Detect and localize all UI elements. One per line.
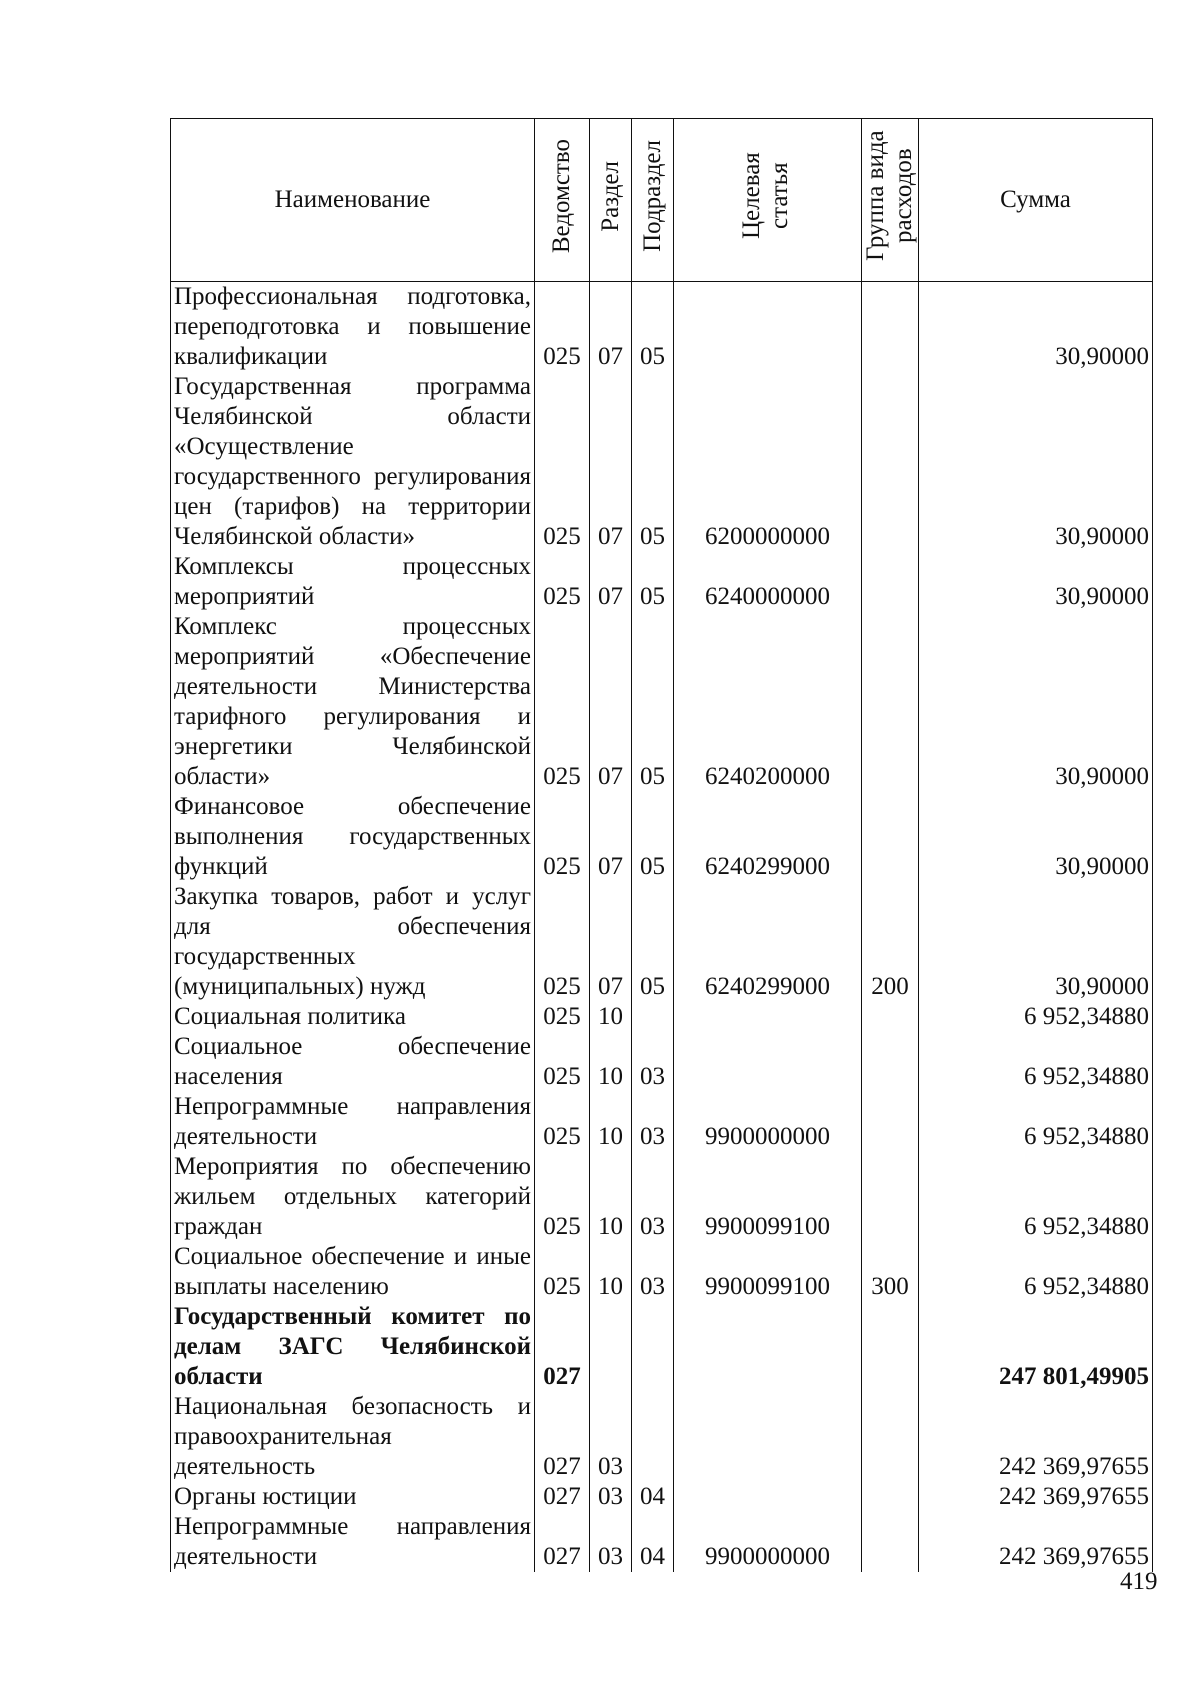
row-razdel: 07	[590, 612, 632, 792]
row-gruppa: 300	[862, 1242, 919, 1302]
row-vedomstvo: 025	[535, 1152, 590, 1242]
row-vedomstvo: 025	[535, 552, 590, 612]
row-razdel: 07	[590, 282, 632, 373]
row-razdel	[590, 1302, 632, 1392]
row-razdel: 10	[590, 1242, 632, 1302]
row-summa: 242 369,97655	[919, 1482, 1153, 1512]
row-celevaya	[674, 1392, 862, 1482]
row-vedomstvo: 025	[535, 1002, 590, 1032]
row-gruppa	[862, 1302, 919, 1392]
table-row	[171, 372, 1153, 552]
row-celevaya	[674, 282, 862, 373]
row-name: Национальная безопасность и правоохранительная деятельность	[171, 1392, 535, 1482]
row-razdel: 07	[590, 372, 632, 552]
table-row	[171, 1152, 1153, 1242]
row-name: Государственная программа Челябинской области «Осуществление государственного регулирования цен (тарифов) на территории Челябинской области»	[171, 372, 535, 552]
row-celevaya	[674, 1002, 862, 1032]
row-name: Социальная политика	[171, 1002, 535, 1032]
row-razdel: 10	[590, 1032, 632, 1092]
row-vedomstvo: 025	[535, 1242, 590, 1302]
row-razdel: 07	[590, 882, 632, 1002]
row-gruppa	[862, 1512, 919, 1572]
row-vedomstvo: 027	[535, 1392, 590, 1482]
row-podrazdel: 05	[632, 372, 674, 552]
row-summa: 30,90000	[919, 552, 1153, 612]
row-razdel: 10	[590, 1092, 632, 1152]
row-name: Комплексы процессных мероприятий	[171, 552, 535, 612]
table-row	[171, 282, 1153, 373]
row-name: Финансовое обеспечение выполнения государственных функций	[171, 792, 535, 882]
header-vedomstvo-label: Ведомство	[548, 138, 575, 254]
row-podrazdel: 05	[632, 552, 674, 612]
row-podrazdel: 04	[632, 1482, 674, 1512]
table-row	[171, 792, 1153, 882]
row-summa: 6 952,34880	[919, 1002, 1153, 1032]
row-summa: 247 801,49905	[919, 1302, 1153, 1392]
row-gruppa	[862, 612, 919, 792]
row-gruppa	[862, 552, 919, 612]
row-celevaya: 9900099100	[674, 1242, 862, 1302]
row-name: Непрограммные направления деятельности	[171, 1092, 535, 1152]
row-razdel: 03	[590, 1392, 632, 1482]
page-number: 419	[1120, 1568, 1158, 1595]
row-gruppa	[862, 1092, 919, 1152]
row-celevaya: 9900099100	[674, 1152, 862, 1242]
row-vedomstvo: 025	[535, 882, 590, 1002]
header-gruppa	[862, 119, 919, 282]
row-podrazdel: 05	[632, 612, 674, 792]
row-razdel: 03	[590, 1512, 632, 1572]
table-row	[171, 882, 1153, 1002]
row-gruppa	[862, 1032, 919, 1092]
table-body	[171, 282, 1153, 1573]
row-vedomstvo: 025	[535, 372, 590, 552]
table-row	[171, 1092, 1153, 1152]
row-vedomstvo: 025	[535, 1032, 590, 1092]
row-razdel: 07	[590, 552, 632, 612]
row-name: Профессиональная подготовка, переподготовка и повышение квалификации	[171, 282, 535, 373]
budget-table	[170, 118, 1153, 1572]
row-name: Непрограммные направления деятельности	[171, 1512, 535, 1572]
header-celevaya	[674, 119, 862, 282]
row-gruppa	[862, 1392, 919, 1482]
header-celevaya-label: Целевая статья	[737, 152, 793, 240]
header-summa	[919, 119, 1153, 282]
row-podrazdel	[632, 1302, 674, 1392]
table-row	[171, 552, 1153, 612]
table-row	[171, 1482, 1153, 1512]
row-summa: 30,90000	[919, 372, 1153, 552]
row-vedomstvo: 025	[535, 282, 590, 373]
row-celevaya	[674, 1482, 862, 1512]
row-celevaya: 9900000000	[674, 1092, 862, 1152]
row-podrazdel: 03	[632, 1032, 674, 1092]
row-celevaya: 6240200000	[674, 612, 862, 792]
row-summa: 30,90000	[919, 792, 1153, 882]
row-name: Государственный комитет по делам ЗАГС Челябинской области	[171, 1302, 535, 1392]
row-podrazdel: 04	[632, 1512, 674, 1572]
row-podrazdel: 03	[632, 1242, 674, 1302]
row-gruppa	[862, 1482, 919, 1512]
row-summa: 6 952,34880	[919, 1092, 1153, 1152]
row-celevaya	[674, 1302, 862, 1392]
row-gruppa	[862, 1152, 919, 1242]
row-celevaya: 6240299000	[674, 882, 862, 1002]
row-razdel: 10	[590, 1002, 632, 1032]
row-razdel: 07	[590, 792, 632, 882]
header-podrazdel-label: Подраздел	[638, 140, 666, 252]
row-gruppa: 200	[862, 882, 919, 1002]
row-vedomstvo: 025	[535, 792, 590, 882]
table-header	[171, 119, 1153, 282]
row-name: Социальное обеспечение и иные выплаты населению	[171, 1242, 535, 1302]
header-razdel-label: Раздел	[596, 160, 624, 232]
table-row	[171, 1032, 1153, 1092]
row-summa: 6 952,34880	[919, 1032, 1153, 1092]
row-summa: 242 369,97655	[919, 1392, 1153, 1482]
row-celevaya	[674, 1032, 862, 1092]
row-vedomstvo: 025	[535, 1092, 590, 1152]
row-gruppa	[862, 792, 919, 882]
row-summa: 30,90000	[919, 882, 1153, 1002]
table-row	[171, 1002, 1153, 1032]
row-name: Закупка товаров, работ и услуг для обеспечения государственных (муниципальных) нужд	[171, 882, 535, 1002]
row-vedomstvo: 027	[535, 1302, 590, 1392]
header-podrazdel	[632, 119, 674, 282]
row-celevaya: 6240000000	[674, 552, 862, 612]
header-summa-label: Сумма	[1000, 186, 1071, 213]
row-name: Комплекс процессных мероприятий «Обеспечение деятельности Министерства тарифного регулирования и энергетики Челябинской области»	[171, 612, 535, 792]
row-vedomstvo: 027	[535, 1512, 590, 1572]
row-podrazdel	[632, 1002, 674, 1032]
row-name: Органы юстиции	[171, 1482, 535, 1512]
row-summa: 6 952,34880	[919, 1242, 1153, 1302]
header-vedomstvo	[535, 119, 590, 282]
row-podrazdel: 05	[632, 882, 674, 1002]
header-name-label: Наименование	[274, 186, 431, 213]
row-summa: 242 369,97655	[919, 1512, 1153, 1572]
row-gruppa	[862, 282, 919, 373]
row-podrazdel: 03	[632, 1152, 674, 1242]
row-celevaya: 6240299000	[674, 792, 862, 882]
row-razdel: 03	[590, 1482, 632, 1512]
row-podrazdel	[632, 1392, 674, 1482]
table-row	[171, 1392, 1153, 1482]
row-celevaya: 9900000000	[674, 1512, 862, 1572]
row-name: Социальное обеспечение населения	[171, 1032, 535, 1092]
row-vedomstvo: 025	[535, 612, 590, 792]
table-row	[171, 1302, 1153, 1392]
row-summa: 6 952,34880	[919, 1152, 1153, 1242]
table-row	[171, 612, 1153, 792]
header-razdel	[590, 119, 632, 282]
row-podrazdel: 05	[632, 282, 674, 373]
row-podrazdel: 03	[632, 1092, 674, 1152]
row-razdel: 10	[590, 1152, 632, 1242]
row-podrazdel: 05	[632, 792, 674, 882]
header-gruppa-label: Группа вида расходов	[862, 130, 917, 262]
row-name: Мероприятия по обеспечению жильем отдельных категорий граждан	[171, 1152, 535, 1242]
row-summa: 30,90000	[919, 612, 1153, 792]
table-row	[171, 1512, 1153, 1572]
row-gruppa	[862, 1002, 919, 1032]
row-celevaya: 6200000000	[674, 372, 862, 552]
header-name	[171, 119, 535, 282]
row-summa: 30,90000	[919, 282, 1153, 373]
row-gruppa	[862, 372, 919, 552]
table-row	[171, 1242, 1153, 1302]
row-vedomstvo: 027	[535, 1482, 590, 1512]
